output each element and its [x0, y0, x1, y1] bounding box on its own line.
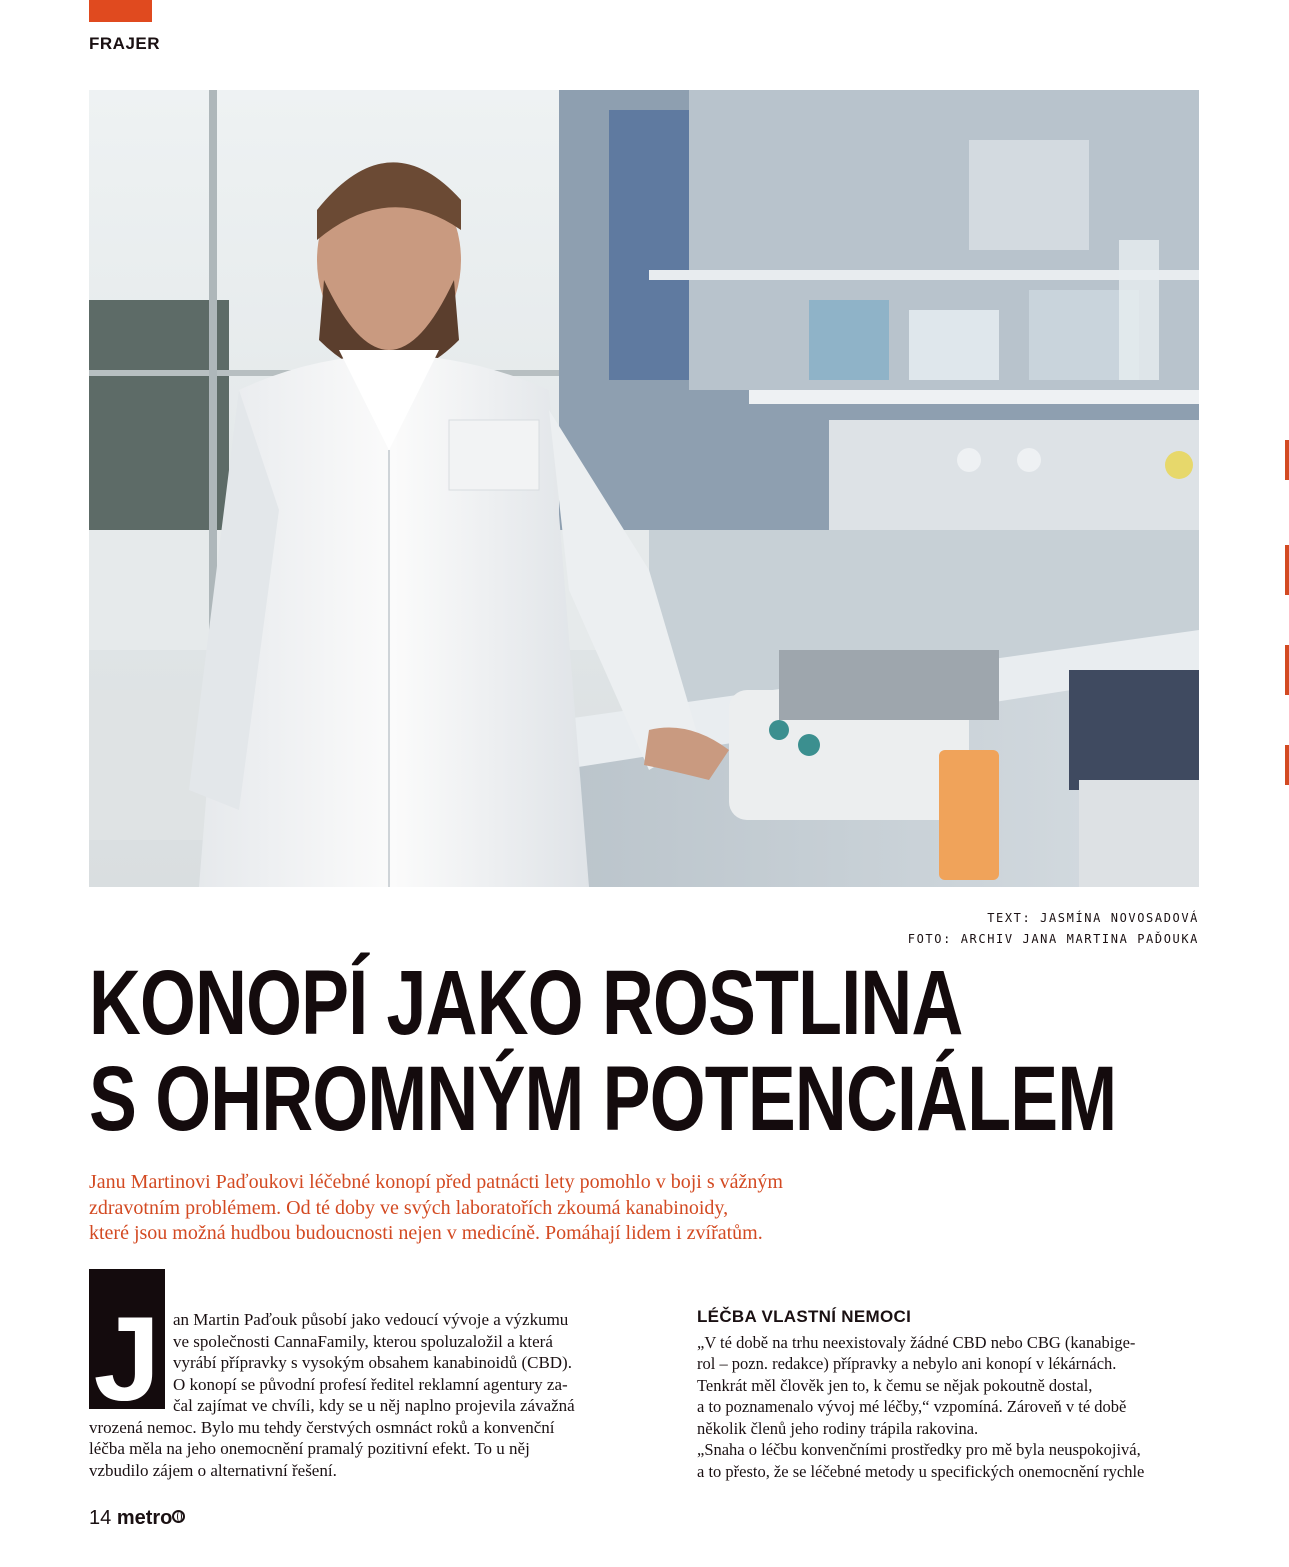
body-line: a to poznamenalo vývoj mé léčby,“ vzpomíná. Zároveň v té době	[697, 1397, 1127, 1416]
body-line: vyrábí přípravky s vysokým obsahem kanabinoidů (CBD).	[173, 1353, 572, 1372]
body-line: a to přesto, že se léčebné metody u specifických onemocnění rychle	[697, 1461, 1145, 1481]
body-line: několik členů jeho rodiny trápila rakovina.	[697, 1418, 979, 1438]
page-number: 14	[89, 1507, 112, 1529]
edge-mark	[1285, 440, 1289, 480]
edge-mark	[1285, 745, 1289, 785]
body-text	[697, 1332, 1192, 1483]
body-line: „Snaha o léčbu konvenčními prostředky pro mě byla neuspokojivá,	[697, 1440, 1141, 1459]
page-footer	[89, 1507, 185, 1530]
brand-name: metro	[116, 1507, 173, 1529]
body-line: ve společnosti CannaFamily, kterou spoluzaložil a která	[173, 1331, 553, 1351]
section-accent-bar	[89, 0, 152, 22]
body-line: vrozená nemoc. Bylo mu tehdy čerstvých osmnáct roků a konvenční	[89, 1417, 555, 1437]
body-column-left	[89, 1292, 629, 1481]
body-column-right	[697, 1306, 1207, 1482]
headline-line: S OHROMNÝM POTENCIÁLEM	[89, 1048, 1117, 1150]
section-label: FRAJER	[89, 34, 161, 53]
headline-line: KONOPÍ JAKO ROSTLINA	[89, 952, 963, 1054]
globe-icon	[172, 1510, 185, 1523]
text-credit: TEXT: JASMÍNA NOVOSADOVÁ	[987, 911, 1199, 925]
section-subhead: LÉČBA VLASTNÍ NEMOCI	[697, 1307, 912, 1326]
body-line: „V té době na trhu neexistovaly žádné CBD nebo CBG (kanabige-	[697, 1332, 1136, 1352]
article-headline	[89, 952, 1117, 1150]
body-line: vzbudilo zájem o alternativní řešení.	[89, 1460, 337, 1480]
lead-line: Janu Martinovi Paďoukovi léčebné konopí před patnácti lety pomohlo v boji s vážným	[89, 1171, 783, 1193]
article-credits	[908, 908, 1199, 950]
lead-line: zdravotním problémem. Od té doby ve svých laboratořích zkoumá kanabinoidy,	[89, 1196, 729, 1219]
body-line: an Martin Paďouk působí jako vedoucí vývoje a výzkumu	[173, 1310, 569, 1329]
body-line: O konopí se původní profesí ředitel reklamní agentury za-	[173, 1374, 568, 1394]
body-line: čal zajímat ve chvíli, kdy se u něj naplno projevila závažná	[173, 1396, 575, 1415]
drop-cap: J	[89, 1269, 165, 1409]
lab-portrait-photo-icon	[89, 90, 1199, 887]
edge-mark	[1285, 545, 1289, 595]
lead-line: které jsou možná hudbou budoucnosti nejen v medicíně. Pomáhají lidem i zvířatům.	[89, 1222, 763, 1244]
body-line: rol – pozn. redakce) přípravky a nebylo ani konopí v lékárnách.	[697, 1354, 1117, 1373]
body-line: léčba měla na jeho onemocnění pramalý pozitivní efekt. To u něj	[89, 1439, 530, 1458]
body-line: Tenkrát měl člověk jen to, k čemu se nějak pokoutně dostal,	[697, 1375, 1093, 1395]
photo-credit: FOTO: ARCHIV JANA MARTINA PAĎOUKA	[907, 932, 1199, 946]
edge-mark	[1285, 645, 1289, 695]
lab-portrait-photo	[89, 90, 1199, 887]
article-lead	[89, 1170, 909, 1247]
